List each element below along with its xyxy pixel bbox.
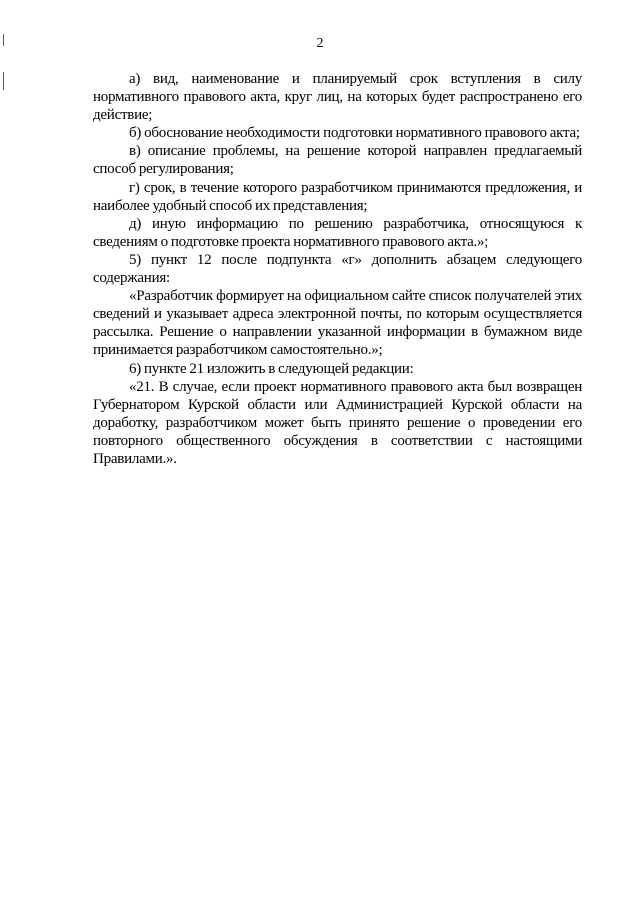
paragraph-quote-developer: «Разработчик формирует на официальном сайте список получателей этих сведений и указывает адреса электронной почты, по которым осуществляется рассылка. Решение о направлении указанной информации в бумажном виде принимается разработчиком самостоятельно.»; xyxy=(93,288,582,359)
paragraph-item-5: 5) пункт 12 после подпункта «г» дополнить абзацем следующего содержания: xyxy=(93,251,582,287)
scan-margin-mark xyxy=(3,72,4,90)
paragraph-b: б) обоснование необходимости подготовки нормативного правового акта; xyxy=(129,125,580,142)
paragraph-item-6: 6) пункте 21 изложить в следующей редакции: xyxy=(129,360,414,377)
page-number: 2 xyxy=(316,36,324,51)
paragraph-d: г) срок, в течение которого разработчиком принимаются предложения, и наиболее удобный способ их представления; xyxy=(93,179,582,214)
paragraph-a: а) вид, наименование и планируемый срок вступления в силу нормативного правового акта, круг лиц, на которых будет распространено его действие; xyxy=(93,71,582,124)
paragraph-quote-21: «21. В случае, если проект нормативного правового акта был возвращен Губернатором Курской области или Администрацией Курской области на доработку, разработчиком может быть принято решение о проведении его повторного общественного обсуждения в соответствии с настоящими Правилами.». xyxy=(93,378,582,467)
paragraph-e: д) иную информацию по решению разработчика, относящуюся к сведениям о подготовке проекта нормативного правового акта.»; xyxy=(93,215,582,250)
document-body xyxy=(93,70,582,468)
paragraph-c: в) описание проблемы, на решение которой направлен предлагаемый способ регулирования; xyxy=(93,143,582,178)
